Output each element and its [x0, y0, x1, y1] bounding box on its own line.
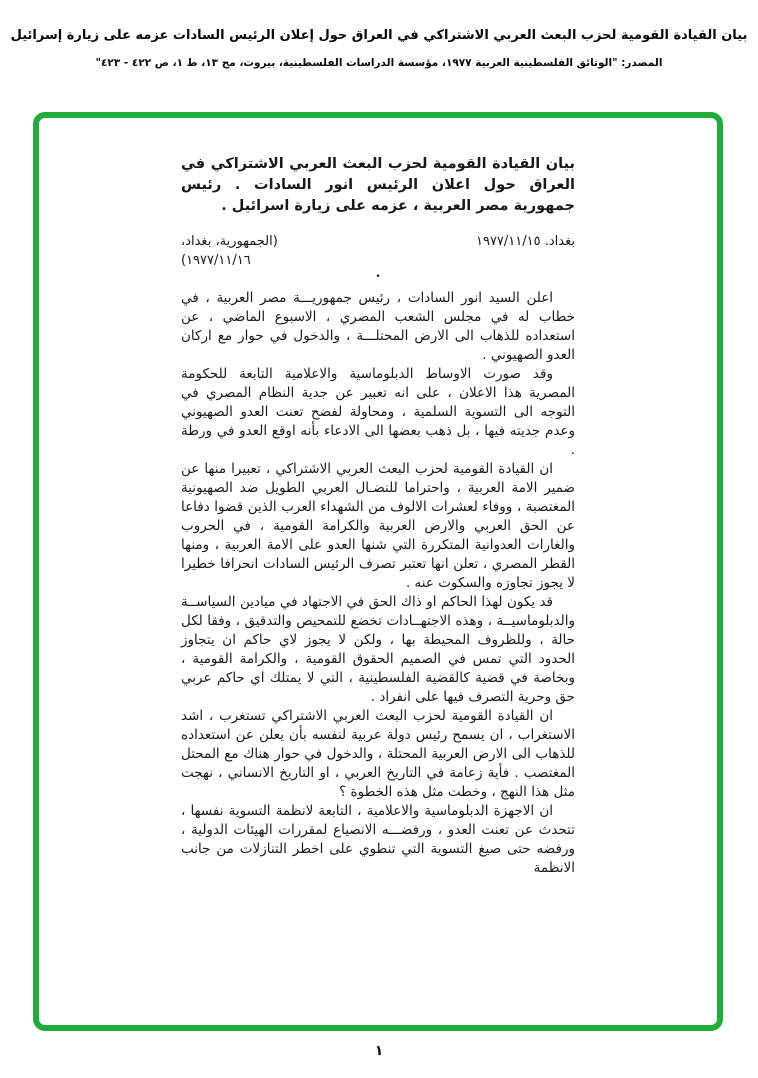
paragraph: وقد صورت الاوساط الدبلوماسية والاعلامية التابعة للحكومة المصرية هذا الاعلان ، على انه تعبير عن جدية النظام المصري في التوجه الى التسوية السلمية ، ومحاولة لفضح تعنت العدو الصهيوني وعدم جديته فيها ، بل ذهب بعضها الى الادعاء بأنه اوقع العدو في ورطة . [181, 366, 575, 458]
document-content [181, 154, 575, 878]
paragraph: ان القيادة القومية لحزب البعث العربي الاشتراكي ، تعبيرا منها عن ضمير الامة العربية ، واحتراما للنضـال العربي الطويل ضد الصهيونية المغتصبة ، ووفاء لعشرات الالوف من الشهداء العرب الذين قضوا دفاعا عن الحق العربي والارض العربية والكرامة القومية ، في الحروب والغارات العدوانية المتكررة التي شنها العدو على الامة العربية ، ومنها القطر المصري ، تعلن انها تعتبر تصرف الرئيس السادات انحرافا خطيرا لا يجوز تجاوزه والسكوت عنه . [181, 461, 575, 591]
paragraph: ان الاجهزة الدبلوماسية والاعلامية ، التابعة لانظمة التسوية نفسها ، تتحدث عن تعنت العدو ، ورفضـــه الانصياع لمقررات الهيئات الدولية ، ورفضه حتى صيغ التسوية التي تنطوي على اخطر التنازلات من جانب الانظمة [181, 803, 575, 876]
document-frame [33, 112, 723, 1031]
document-title: بيان القيادة القومية لحزب البعث العربي الاشتراكي في العراق حول اعلان الرئيس انور السادات . رئيس جمهورية مصر العربية ، عزمه على زيارة اسرائيل . [181, 156, 575, 214]
dateline-newspaper-reference: (الجمهورية، بغداد، ١٩٧٧/١١/١٦) [181, 234, 278, 268]
paragraph: اعلن السيد انور السادات ، رئيس جمهوريـــة مصر العربية ، في خطاب له في مجلس الشعب المصري ، الاسبوع الماضي ، عن استعداده للذهاب الى الارض المحتلـــة ، والدخول في حوار مع اركان العدو الصهيوني . [181, 290, 575, 363]
page-header-title: بيان القيادة القومية لحزب البعث العربي الاشتراكي في العراق حول إعلان الرئيس السادات عزمه على زيارة إسرائيل [10, 28, 748, 43]
dateline-place-date: بغداد. ١٩٧٧/١١/١٥ [475, 234, 575, 249]
separator-dot: • [375, 272, 381, 282]
document-body [181, 289, 575, 878]
dateline [181, 232, 575, 270]
page-number: ١ [374, 1043, 384, 1059]
source-citation: المصدر: "الوثائق الفلسطينية العربية ١٩٧٧، مؤسسة الدراسات الفلسطينية، بيروت، مج ١٣، ط ١، ص ٤٢٢ - ٤٢٣" [95, 57, 663, 69]
paragraph: ان القيادة القومية لحزب البعث العربي الاشتراكي تستغرب ، اشد الاستغراب ، ان يسمح رئيس دولة عربية لنفسه بأن يعلن عن استعداده للذهاب الى الارض العربية المحتلة ، والدخول في حوار هناك مع المحتل المغتصب . فأية زعامة في التاريخ العربي ، او التاريخ الانساني ، نهجت مثل هذا النهج ، وخطت مثل هذه الخطوة ؟ [181, 708, 575, 800]
paragraph: قد يكون لهذا الحاكم او ذاك الحق في الاجتهاد في ميادين السياســة والدبلوماسيــة ، وهذه الاجتهــادات تخضع للتمحيص والتدقيق ، وفقا لكل حالة ، وللظروف المحيطة بها ، ولكن لا يجوز لاي حاكم ان يتجاوز الحدود التي تمس في الصميم الحقوق القومية ، والكرامة القومية ، وبخاصة في قضية كالقضية الفلسطينية ، التي لا يمتلك اي حاكم عربي حق وحرية التصرف فيها على انفراد . [181, 594, 575, 705]
